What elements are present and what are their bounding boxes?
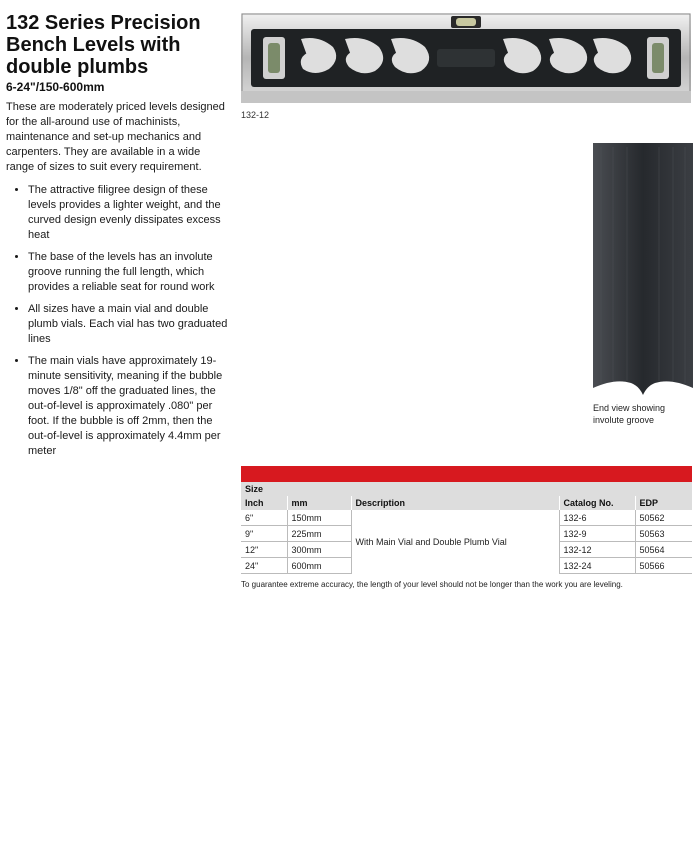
edp-cell: 50566 bbox=[635, 558, 692, 574]
product-description bbox=[6, 12, 231, 466]
feature-list bbox=[6, 183, 231, 459]
edp-cell: 50563 bbox=[635, 526, 692, 542]
mm-cell: 600mm bbox=[287, 558, 351, 574]
page-title: 132 Series Precision Bench Levels with double plumbs bbox=[6, 12, 201, 78]
specification-table bbox=[241, 466, 692, 589]
inch-cell: 12" bbox=[241, 542, 287, 558]
edp-cell: 50564 bbox=[635, 542, 692, 558]
inch-header: Inch bbox=[241, 496, 287, 510]
edp-header: EDP bbox=[635, 496, 692, 510]
intro-paragraph: These are moderately priced levels designed for the all-around use of machinists, maintenance and set-up mechanics and carpenters. They are available in a wide range of sizes to suit every requirement. bbox=[6, 101, 225, 173]
catalog-cell: 132-6 bbox=[559, 510, 635, 526]
bench-level-image bbox=[241, 13, 691, 103]
mm-cell: 300mm bbox=[287, 542, 351, 558]
edp-cell: 50562 bbox=[635, 510, 692, 526]
catalog-cell: 132-24 bbox=[559, 558, 635, 574]
description-header: Description bbox=[351, 496, 559, 510]
size-range: 6-24"/150-600mm bbox=[6, 80, 105, 94]
size-header: Size bbox=[241, 482, 287, 496]
mm-cell: 150mm bbox=[287, 510, 351, 526]
inch-cell: 9" bbox=[241, 526, 287, 542]
spec-table bbox=[241, 482, 692, 574]
mm-cell: 225mm bbox=[287, 526, 351, 542]
feature-item: • The attractive filigree design of these levels provides a lighter weight, and the curved design evenly dissipates excess heat bbox=[28, 183, 231, 243]
groove-end-view-image bbox=[593, 143, 693, 398]
catalog-cell: 132-12 bbox=[559, 542, 635, 558]
description-cell: With Main Vial and Double Plumb Vial bbox=[351, 510, 559, 574]
level-image-caption: 132-12 bbox=[241, 110, 270, 120]
catalog-header: Catalog No. bbox=[559, 496, 635, 510]
feature-item: • The main vials have approximately 19-minute sensitivity, meaning if the bubble moves 1/8" off the graduated lines, the out-of-level is approximately .080" per foot. If the bubble is off 2mm, then the out-of-level is approximately 4.4mm per meter bbox=[28, 354, 231, 459]
accuracy-footnote: To guarantee extreme accuracy, the length of your level should not be longer than the work you are leveling. bbox=[241, 580, 623, 589]
inch-cell: 6" bbox=[241, 510, 287, 526]
groove-image-caption: End view showing involute groove bbox=[593, 403, 666, 425]
catalog-cell: 132-9 bbox=[559, 526, 635, 542]
table-row bbox=[241, 510, 692, 526]
table-header-bar bbox=[241, 466, 692, 482]
feature-item: • All sizes have a main vial and double plumb vials. Each vial has two graduated lines bbox=[28, 302, 231, 347]
mm-header: mm bbox=[287, 496, 351, 510]
inch-cell: 24" bbox=[241, 558, 287, 574]
feature-item: • The base of the levels has an involute groove running the full length, which provides a reliable seat for round work bbox=[28, 250, 231, 295]
